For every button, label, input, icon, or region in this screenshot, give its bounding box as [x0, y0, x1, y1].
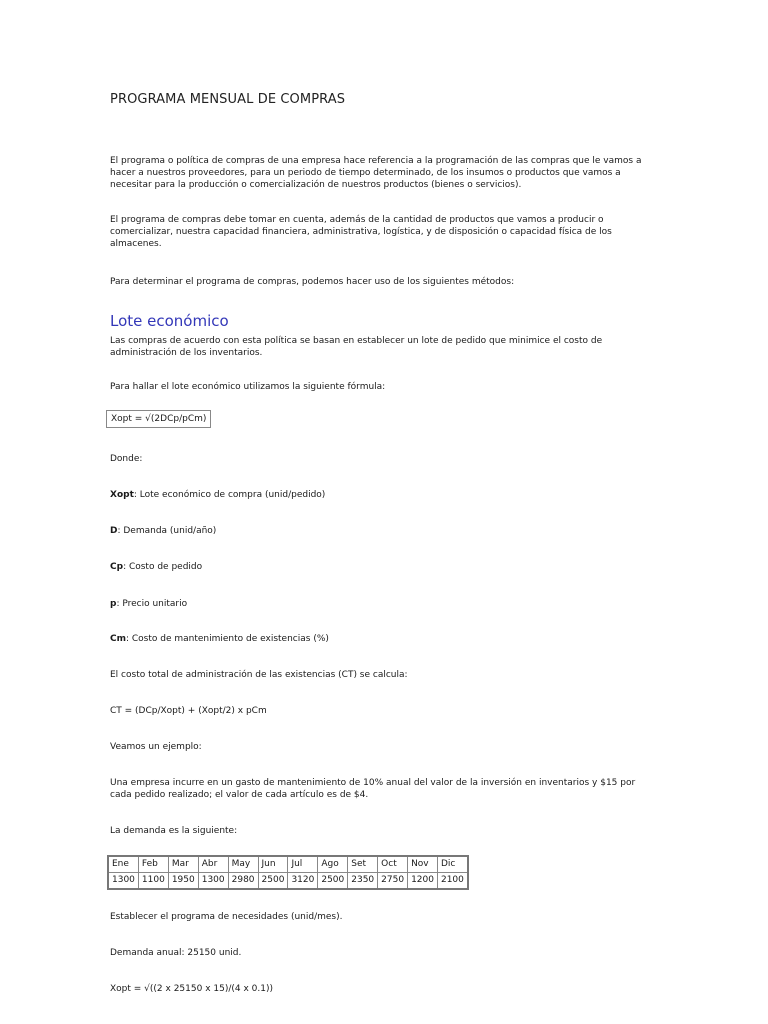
month-cell: Nov — [408, 856, 438, 873]
donde-label: Donde: — [110, 454, 143, 464]
month-cell: Dic — [437, 856, 467, 873]
demand-cell: 1200 — [408, 873, 438, 890]
section-p1-line: administración de los inventarios. — [110, 348, 263, 358]
definition-desc: : Costo de pedido — [123, 562, 203, 572]
intro-paragraph-3: Para determinar el programa de compras, podemos hacer uso de los siguientes métodos: — [110, 277, 515, 287]
xopt-calculation: Xopt = √((2 x 25150 x 15)/(4 x 0.1)) — [110, 984, 274, 994]
definition-desc: : Demanda (unid/año) — [117, 526, 217, 536]
formula-box: Xopt = √(2DCp/pCm) — [106, 410, 211, 428]
annual-demand: Demanda anual: 25150 unid. — [110, 948, 242, 958]
intro-p2-line: El programa de compras debe tomar en cuenta, además de la cantidad de productos que vamos a producir o — [110, 215, 604, 225]
month-cell: Mar — [168, 856, 198, 873]
intro-p2-line: almacenes. — [110, 239, 162, 249]
definition-p — [110, 598, 187, 610]
month-cell: Jun — [258, 856, 288, 873]
month-cell: Ene — [108, 856, 138, 873]
demand-cell: 2980 — [228, 873, 258, 890]
intro-p2-line: comercializar, nuestra capacidad financiera, administrativa, logística, y de disposición o capacidad física de los — [110, 227, 612, 237]
definition-desc: : Lote económico de compra (unid/pedido) — [133, 490, 326, 500]
month-cell: Ago — [318, 856, 348, 873]
month-cell: Set — [348, 856, 378, 873]
example-paragraph — [110, 777, 635, 801]
example-line: Una empresa incurre en un gasto de mantenimiento de 10% anual del valor de la inversión en inventarios y $15 por — [110, 778, 636, 788]
definition-cp — [110, 561, 202, 573]
ct-formula: CT = (DCp/Xopt) + (Xopt/2) x pCm — [110, 706, 267, 716]
definition-xopt — [110, 489, 325, 501]
definition-cm — [110, 633, 329, 645]
example-intro: Veamos un ejemplo: — [110, 742, 202, 752]
intro-p1-line: El programa o política de compras de una empresa hace referencia a la programación de las compras que le vamos a — [110, 156, 642, 166]
definition-term: Cm — [110, 634, 126, 644]
month-cell: Abr — [198, 856, 228, 873]
page-title: PROGRAMA MENSUAL DE COMPRAS — [110, 92, 346, 107]
formula-intro: Para hallar el lote económico utilizamos la siguiente fórmula: — [110, 382, 386, 392]
intro-p1-line: hacer a nuestros proveedores, para un periodo de tiempo determinado, de los insumos o productos que vamos a — [110, 168, 621, 178]
month-cell: Feb — [138, 856, 168, 873]
example-line: cada pedido realizado; el valor de cada artículo es de $4. — [110, 790, 369, 800]
demand-intro: La demanda es la siguiente: — [110, 826, 238, 836]
intro-p1-line: necesitar para la producción o comercialización de nuestros productos (bienes o servicios). — [110, 180, 522, 190]
demand-cell: 1300 — [108, 873, 138, 890]
demand-cell: 2500 — [318, 873, 348, 890]
definition-term: p — [110, 599, 117, 609]
definition-desc: : Precio unitario — [116, 599, 188, 609]
demand-cell: 3120 — [288, 873, 318, 890]
demand-cell: 2100 — [437, 873, 467, 890]
demand-cell: 2350 — [348, 873, 378, 890]
ct-intro: El costo total de administración de las existencias (CT) se calcula: — [110, 670, 408, 680]
demand-cell: 1100 — [138, 873, 168, 890]
definition-term: Cp — [110, 562, 124, 572]
demand-cell: 2750 — [378, 873, 408, 890]
table-row-months — [108, 856, 468, 873]
demand-cell: 1300 — [198, 873, 228, 890]
section-p1-line: Las compras de acuerdo con esta política se basan en establecer un lote de pedido que minimice el costo de — [110, 336, 603, 346]
demand-table — [107, 855, 469, 890]
demand-cell: 1950 — [168, 873, 198, 890]
demand-cell: 2500 — [258, 873, 288, 890]
definition-desc: : Costo de mantenimiento de existencias (%) — [125, 634, 329, 644]
intro-paragraph-2 — [110, 214, 612, 250]
definition-d — [110, 525, 216, 537]
section-heading: Lote económico — [110, 312, 229, 330]
table-row-demand — [108, 873, 468, 890]
definition-term: Xopt — [110, 490, 134, 500]
month-cell: Jul — [288, 856, 318, 873]
month-cell: Oct — [378, 856, 408, 873]
needs-text: Establecer el programa de necesidades (unid/mes). — [110, 912, 343, 922]
intro-paragraph-1 — [110, 155, 641, 191]
section-paragraph-1 — [110, 335, 602, 359]
definition-term: D — [110, 526, 118, 536]
month-cell: May — [228, 856, 258, 873]
